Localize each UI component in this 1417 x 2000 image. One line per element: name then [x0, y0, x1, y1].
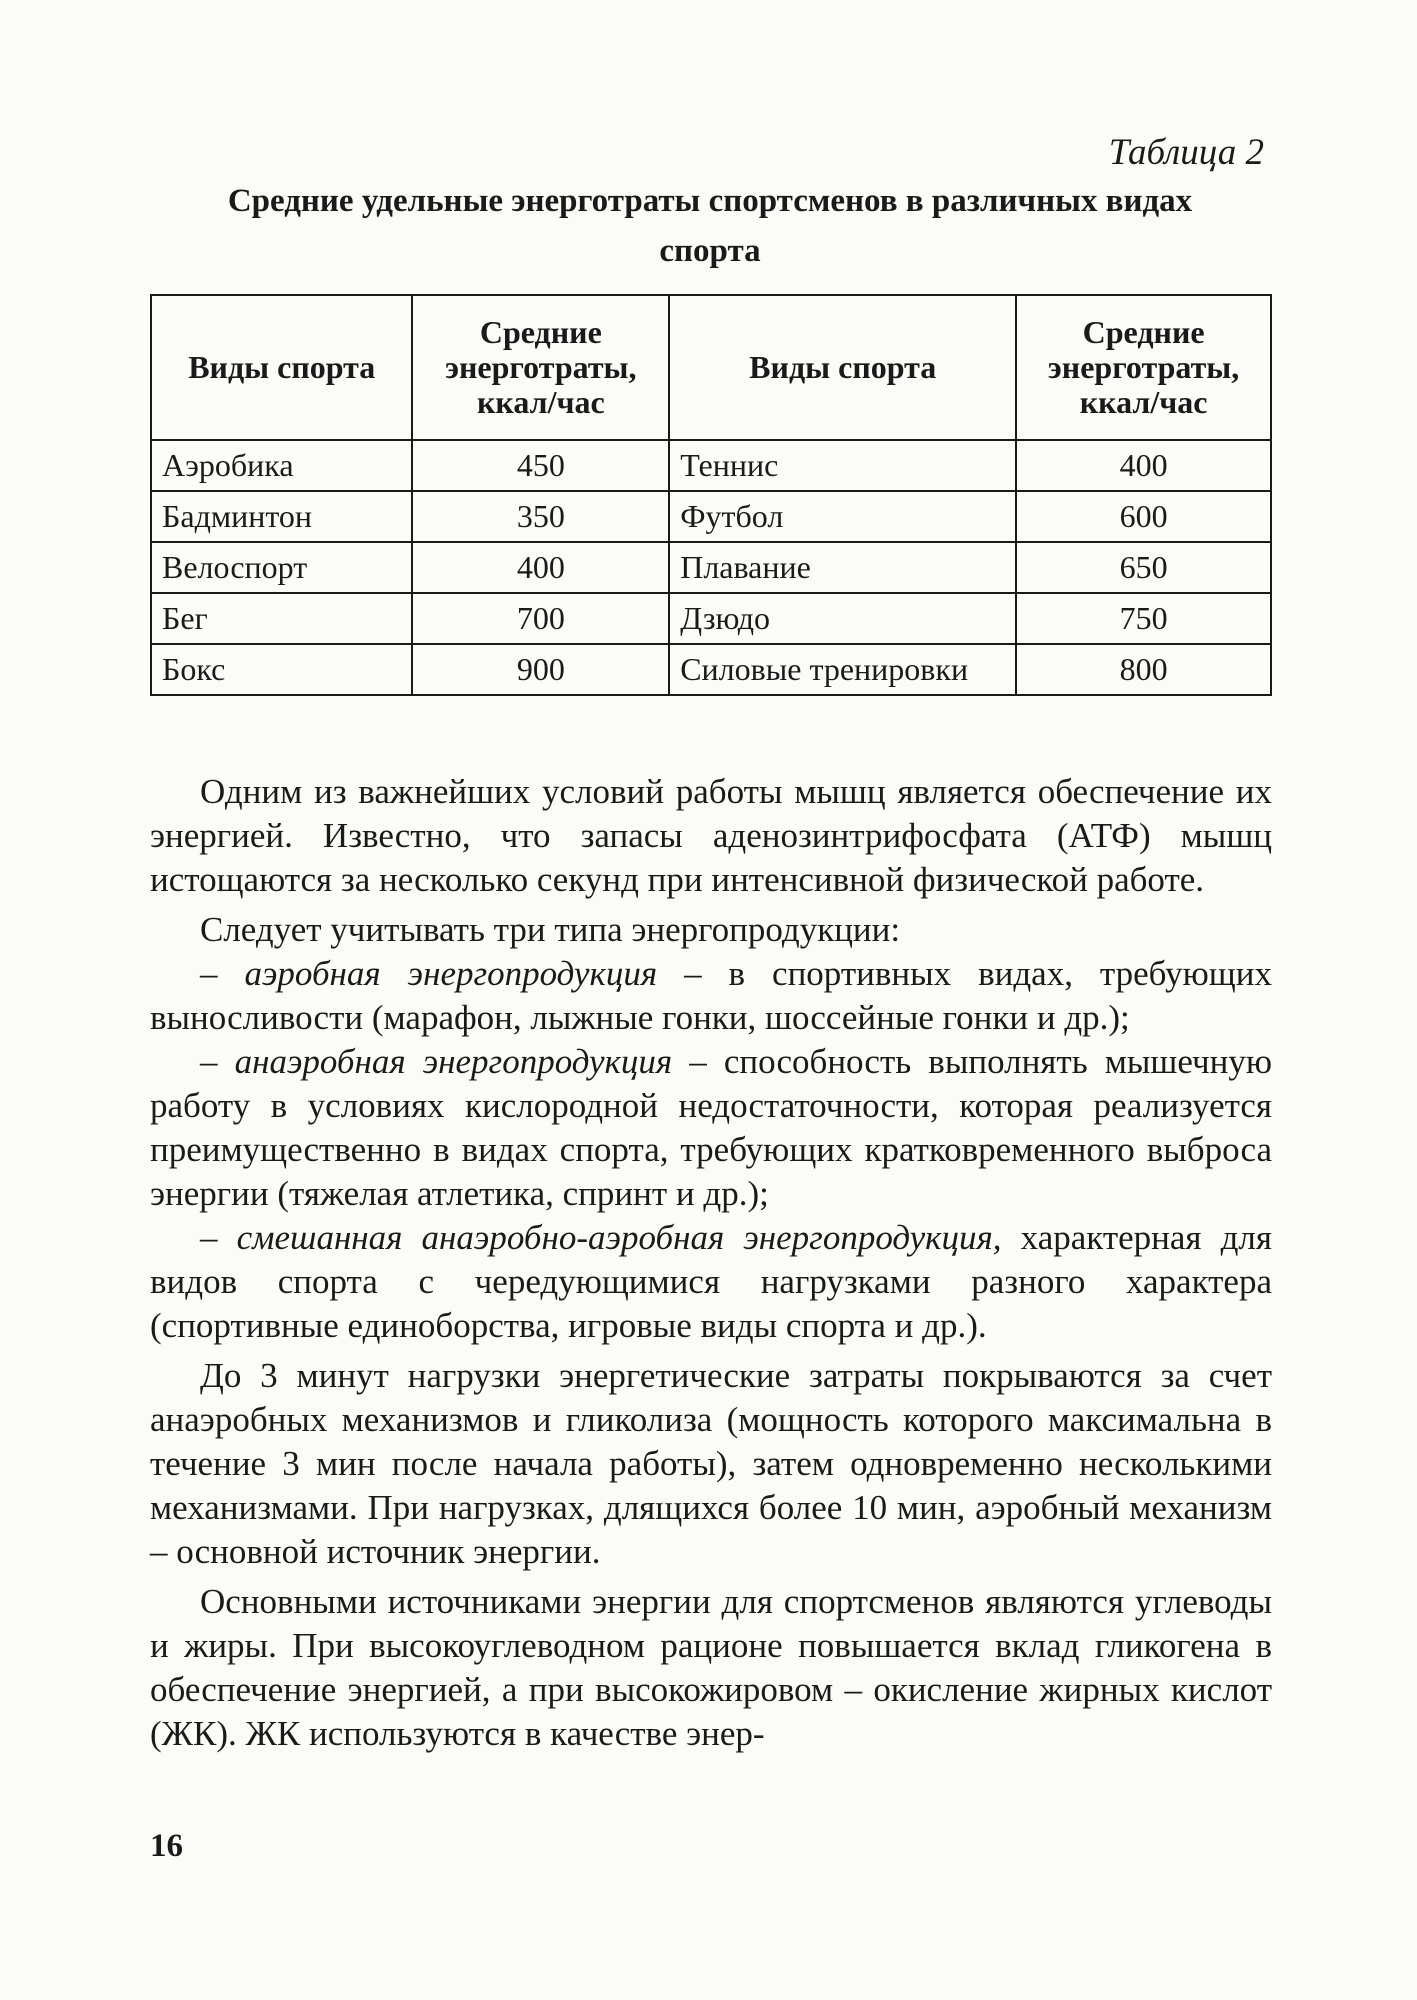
energy-cell: 700 [412, 593, 669, 644]
term-mixed-description: характерная для видов спорта с чередующимися нагрузками разного характера (спортивные единоборства, игровые виды спорта и др.). [150, 1218, 1273, 1345]
table-row [151, 593, 1271, 644]
sport-cell: Дзюдо [669, 593, 1016, 644]
list-item [150, 1216, 1272, 1348]
energy-cell: 750 [1016, 593, 1271, 644]
sport-cell: Аэробика [151, 440, 412, 491]
energy-cell: 450 [412, 440, 669, 491]
list-item [150, 1040, 1272, 1216]
header-sport-2: Виды спорта [669, 295, 1016, 440]
table-title: Средние удельные энерготраты спортсменов в различных видах спорта [227, 183, 1193, 269]
header-sport-1: Виды спорта [151, 295, 412, 440]
paragraph: Следует учитывать три типа энергопродукции: [200, 910, 901, 949]
body-text [150, 770, 1272, 1762]
sport-cell: Теннис [669, 440, 1016, 491]
page-number: 16 [150, 1828, 183, 1864]
term-aerobic-description: – в спортивных видах, требующих выносливости (марафон, лыжные гонки, шоссейные гонки и др.); [150, 954, 1272, 1037]
header-energy-2: Средние энерготраты, ккал/час [1016, 295, 1271, 440]
term-mixed: – смешанная анаэробно-аэробная энергопродукция, [200, 1218, 1002, 1257]
table-row [151, 644, 1271, 695]
book-page [150, 130, 1273, 1970]
energy-cell: 400 [1016, 440, 1271, 491]
paragraph: Основными источниками энергии для спортсменов являются углеводы и жиры. При высокоуглеводном рационе повышается вклад гликогена в обеспечение энергией, а при высокожировом – окисление жирных кислот (ЖК). ЖК используются в качестве энер- [150, 1582, 1272, 1753]
term-anaerobic: – анаэробная энергопродукция [200, 1042, 673, 1081]
table-row [151, 542, 1271, 593]
energy-cell: 800 [1016, 644, 1271, 695]
table-header-row [151, 295, 1271, 440]
paragraph: До 3 минут нагрузки энергетические затраты покрываются за счет анаэробных механизмов и гликолиза (мощность которого максимальна в течение 3 мин после начала работы), затем одновременно несколькими механизмами. При нагрузках, длящихся более 10 мин, аэробный механизм – основной источник энергии. [150, 1356, 1272, 1571]
sport-cell: Велоспорт [151, 542, 412, 593]
term-aerobic: – аэробная энергопродукция [200, 954, 658, 993]
sport-cell: Футбол [669, 491, 1016, 542]
energy-cell: 650 [1016, 542, 1271, 593]
table-row [151, 440, 1271, 491]
term-anaerobic-description: – способность выполнять мышечную работу в условиях кислородной недостаточности, которая реализуется преимущественно в видах спорта, требующих кратковременного выброса энергии (тяжелая атлетика, спринт и др.); [150, 1042, 1273, 1213]
sport-cell: Бадминтон [151, 491, 412, 542]
table-label: Таблица 2 [1108, 132, 1264, 173]
sport-cell: Бег [151, 593, 412, 644]
energy-cell: 350 [412, 491, 669, 542]
energy-cell: 600 [1016, 491, 1271, 542]
list-item [150, 952, 1272, 1040]
sport-cell: Бокс [151, 644, 412, 695]
sport-cell: Силовые тренировки [669, 644, 1016, 695]
table-row [151, 491, 1271, 542]
header-energy-1: Средние энерготраты, ккал/час [412, 295, 669, 440]
energy-cell: 900 [412, 644, 669, 695]
paragraph: Одним из важнейших условий работы мышц является обеспечение их энергией. Известно, что запасы аденозинтрифосфата (АТФ) мышц истощаются за несколько секунд при интенсивной физической работе. [150, 772, 1272, 899]
sport-cell: Плавание [669, 542, 1016, 593]
energy-table [150, 294, 1272, 696]
energy-cell: 400 [412, 542, 669, 593]
